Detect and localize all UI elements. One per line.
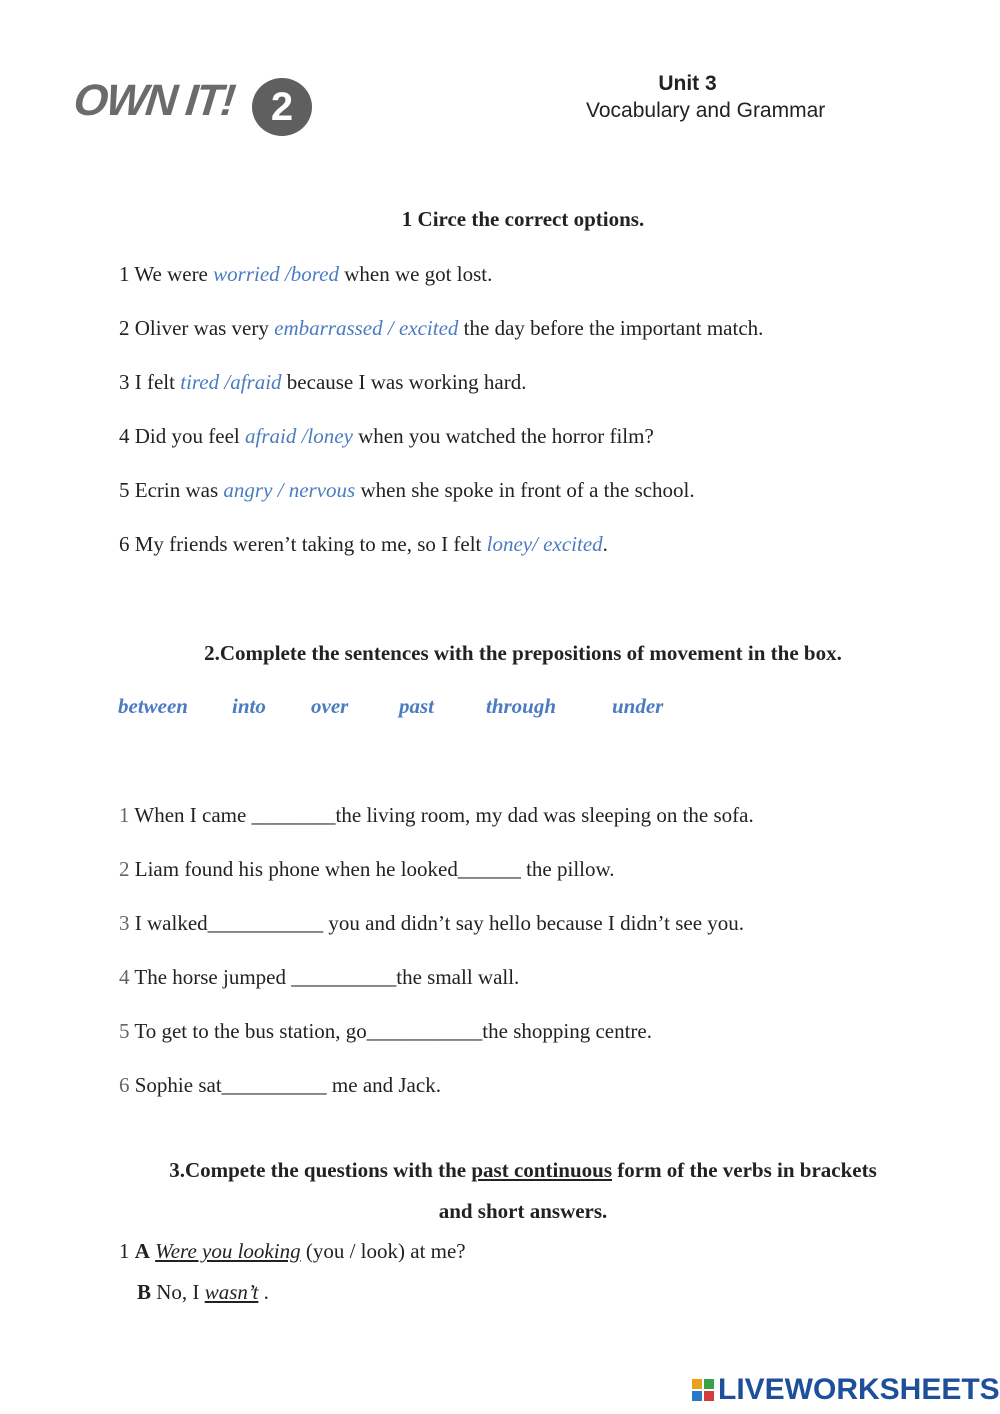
section3-title: 3.Compete the questions with the past continuous form of the verbs in brackets bbox=[169, 1158, 877, 1182]
unit-subtitle: Vocabulary and Grammar bbox=[586, 99, 826, 122]
section1-item: 3 I felt tired /afraid because I was working hard. bbox=[119, 370, 527, 394]
option-choice[interactable]: worried /bored bbox=[213, 262, 339, 286]
section2-item[interactable]: 1 When I came ________the living room, my dad was sleeping on the sofa. bbox=[119, 803, 754, 827]
option-choice[interactable]: afraid /loney bbox=[244, 424, 353, 448]
section2-title: 2.Complete the sentences with the prepositions of movement in the box. bbox=[204, 641, 842, 665]
section1-item: 2 Oliver was very embarrassed / excited the day before the important match. bbox=[119, 316, 764, 340]
watermark-text: LIVEWORKSHEETS bbox=[718, 1373, 1000, 1406]
option-choice[interactable]: loney/ excited bbox=[486, 532, 603, 556]
own-it-logo bbox=[71, 72, 324, 138]
word-box-item: past bbox=[399, 694, 435, 718]
example-question: 1 A Were you looking (you / look) at me? bbox=[119, 1239, 466, 1263]
option-choice[interactable]: angry / nervous bbox=[223, 478, 356, 502]
logo-number-badge: 2 bbox=[252, 78, 312, 136]
section2-item[interactable]: 2 Liam found his phone when he looked______ the pillow. bbox=[119, 857, 615, 881]
section1-item: 4 Did you feel afraid /loney when you watched the horror film? bbox=[119, 424, 654, 448]
word-box-item: into bbox=[232, 694, 266, 718]
section1-title: 1 Circe the correct options. bbox=[401, 207, 645, 231]
example-short-answer: B No, I wasn’t . bbox=[137, 1280, 269, 1304]
section1-item: 6 My friends weren’t taking to me, so I felt loney/ excited. bbox=[119, 532, 608, 556]
example-answer: Were you looking bbox=[155, 1239, 301, 1263]
liveworksheets-logo-icon bbox=[692, 1379, 714, 1401]
section2-item[interactable]: 3 I walked___________ you and didn’t say hello because I didn’t see you. bbox=[119, 911, 745, 935]
section2-item[interactable]: 5 To get to the bus station, go___________the shopping centre. bbox=[119, 1019, 652, 1043]
liveworksheets-watermark bbox=[692, 1372, 1000, 1408]
word-box-item: between bbox=[118, 694, 188, 718]
unit-title: Unit 3 bbox=[658, 72, 717, 95]
section1-item: 5 Ecrin was angry / nervous when she spoke in front of a the school. bbox=[119, 478, 695, 502]
word-box-item: over bbox=[311, 694, 349, 718]
section3-title-line2: and short answers. bbox=[438, 1199, 608, 1223]
word-box-item: under bbox=[612, 694, 664, 718]
logo-text: OWN IT! bbox=[71, 76, 237, 125]
option-choice[interactable]: tired /afraid bbox=[180, 370, 282, 394]
section2-item[interactable]: 4 The horse jumped __________the small wall. bbox=[119, 965, 520, 989]
option-choice[interactable]: embarrassed / excited bbox=[274, 316, 459, 340]
word-box-item: through bbox=[486, 694, 557, 718]
example-short-answer-value: wasn’t bbox=[204, 1280, 259, 1304]
section2-item[interactable]: 6 Sophie sat__________ me and Jack. bbox=[119, 1073, 441, 1097]
section1-item: 1 We were worried /bored when we got lost. bbox=[119, 262, 493, 286]
